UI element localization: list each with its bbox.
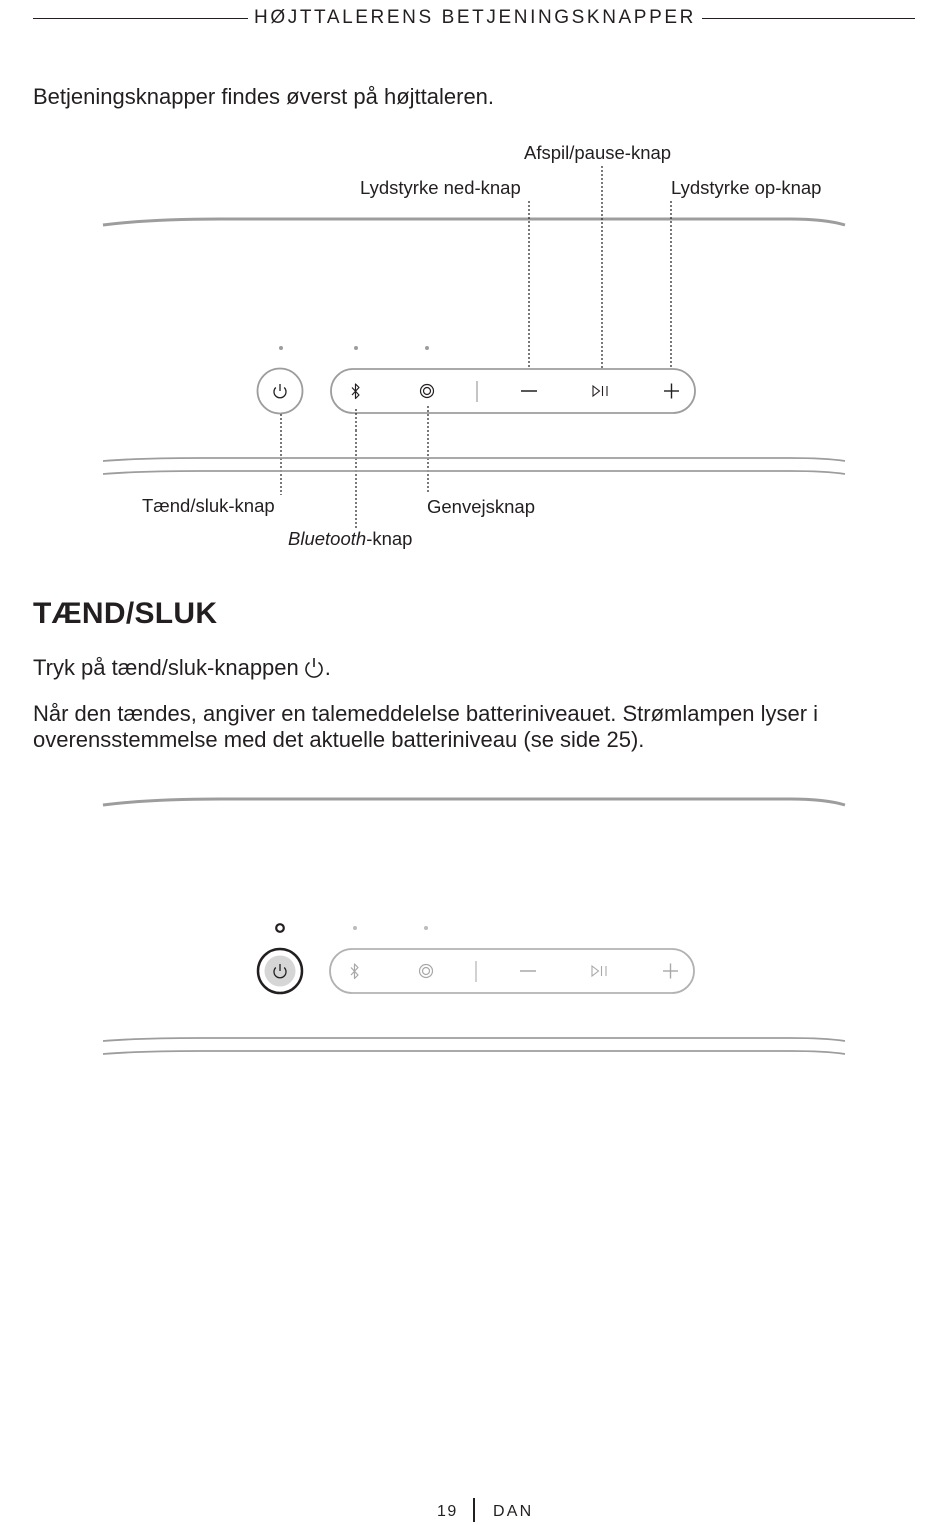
control-bar xyxy=(330,949,694,993)
power-light-dot xyxy=(279,346,283,350)
instruction-paragraph xyxy=(33,655,331,684)
header-title: HØJTTALERENS BETJENINGSKNAPPER xyxy=(248,7,702,28)
callout-bluetooth-suffix: -knap xyxy=(366,528,413,549)
speaker-front-edge-1 xyxy=(103,458,845,461)
callout-bluetooth-brand: Bluetooth xyxy=(288,528,367,549)
power-icon xyxy=(303,656,325,684)
language-code: DAN xyxy=(493,1503,534,1520)
callout-power: Tænd/sluk-knap xyxy=(142,495,275,516)
instruction-text: Tryk på tænd/sluk-knappen xyxy=(33,655,299,680)
power-diagram xyxy=(0,790,950,1070)
control-bar xyxy=(331,369,695,413)
callout-volume-down: Lydstyrke ned-knap xyxy=(360,177,521,198)
speaker-top-edge xyxy=(103,799,845,805)
controls-diagram xyxy=(0,130,950,430)
bluetooth-light-dot xyxy=(353,926,357,930)
speaker-front-edge-2 xyxy=(103,1051,845,1054)
footer-divider xyxy=(473,1498,475,1522)
section-title: TÆND/SLUK xyxy=(33,597,218,630)
callout-shortcut: Genvejsknap xyxy=(427,496,535,517)
page-header xyxy=(0,7,950,29)
callout-volume-up: Lydstyrke op-knap xyxy=(671,177,822,198)
speaker-front-edge-2 xyxy=(103,471,845,474)
instruction-end: . xyxy=(324,655,331,680)
bluetooth-light-dot xyxy=(354,346,358,350)
shortcut-light-dot xyxy=(424,926,428,930)
speaker-top-edge xyxy=(103,219,845,225)
shortcut-light-dot xyxy=(425,346,429,350)
callout-play-pause: Afspil/pause-knap xyxy=(524,142,672,163)
description-paragraph: Når den tændes, angiver en talemeddelelse batteriniveauet. Strømlampen lyser i overensstemmelse med det aktuelle batteriniveau (se side 25). xyxy=(33,701,819,752)
callout-bluetooth xyxy=(288,528,412,550)
intro-text: Betjeningsknapper findes øverst på højttaleren. xyxy=(33,84,495,109)
page-number: 19 xyxy=(437,1503,458,1520)
power-button[interactable] xyxy=(258,369,303,414)
power-light-lit xyxy=(276,924,284,932)
speaker-front-edge-1 xyxy=(103,1038,845,1041)
power-button-pressed[interactable] xyxy=(258,949,302,993)
